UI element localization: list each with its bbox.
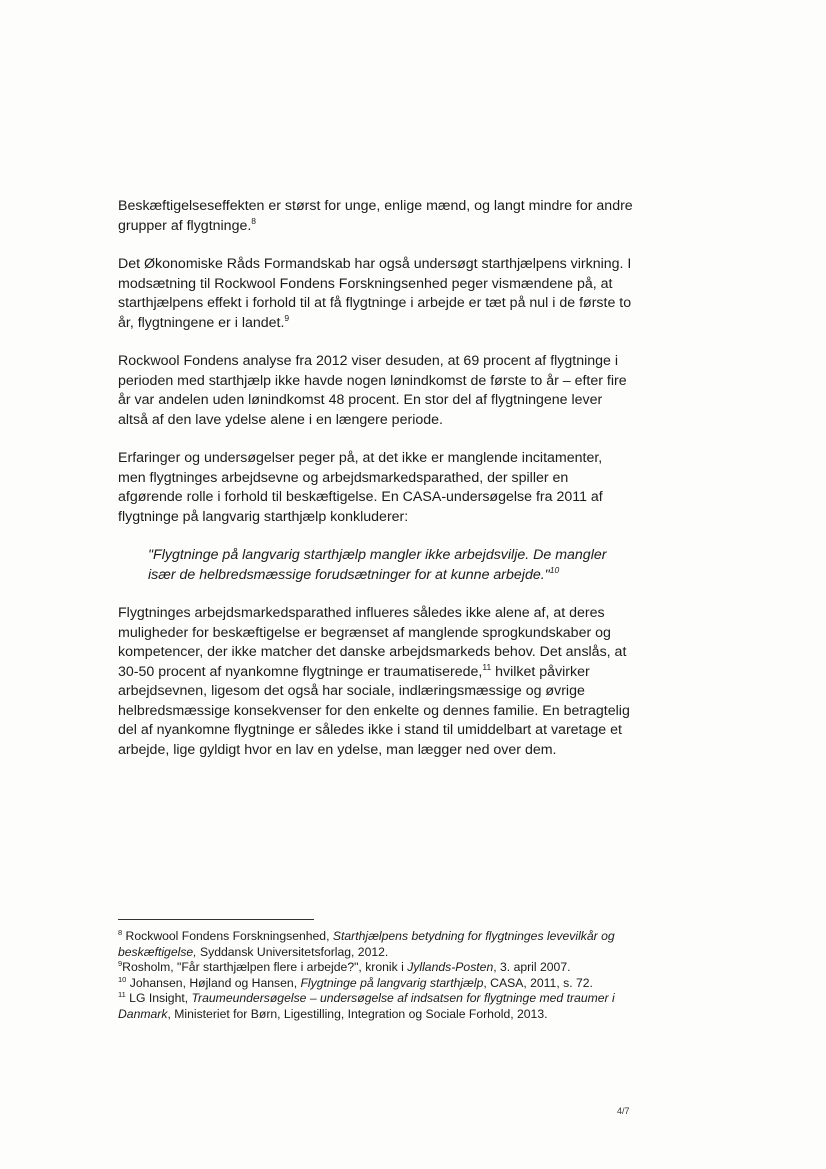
- footnote-ref-8: 8: [251, 215, 257, 226]
- footnotes: [118, 929, 630, 1023]
- footnote-9: $^9$Rosholm, "Får starthjælpen flere i arbejde?", kronik i Jyllands-Posten, 3. april 2007.: [118, 959, 571, 975]
- paragraph-experience: Erfaringer og undersøgelser peger på, at det ikke er manglende incitamenter, men flygtninges arbejdsevne og arbejdsmarkedsparathed, der spiller en afgørende rolle i forhold til beskæftigelse. En CASA-undersøgelse fra 2011 af flygtninge på langvarig starthjælp konkluderer:: [118, 450, 603, 525]
- footnote-ref-10: 10: [549, 564, 560, 575]
- footnote-8: $^8$ Rockwool Fondens Forskningsenhed, Starthjælpens betydning for flygtninges levevilkår og beskæftigelse, Syddansk Universitetsforlag, 2012.: [118, 928, 615, 959]
- footnote-ref-9: 9: [284, 312, 290, 323]
- paragraph-readiness: Flygtninges arbejdsmarkedsparathed influeres således ikke alene af, at deres muligheder for beskæftigelse er begrænset af manglende sprogkundskaber og kompetencer, der ikke matcher det danske arbejdsmarkeds behov. Det anslås, at 30-50 procent af nyankomne flygtninge er traumatiserede,$^{11}$ hvilket påvirker arbejdsevnen, ligesom det også har sociale, indlæringsmæssige og øvrige helbredsmæssige konsekvenser for den enkelte og dennes familie. En betragtelig del af nyankomne flygtninge er således ikke i stand til umiddelbart at varetage et arbejde, lige gyldigt hvor en lav en ydelse, man lægger ned over dem.: [118, 605, 630, 758]
- footnote-separator: [118, 919, 314, 920]
- paragraph-effect: Beskæftigelseseffekten er størst for unge, enlige mænd, og langt mindre for andre grupper af flygtninge.$^8$: [118, 198, 633, 234]
- paragraph-council: Det Økonomiske Råds Formandskab har også undersøgt starthjælpens virkning. I modsætning til Rockwool Fondens Forskningsenhed peger vismændene på, at starthjælpens effekt i forhold til at få flygtninge i arbejde er tæt på nul i de første to år, flygtningene er i landet.$^9$: [118, 256, 632, 331]
- paragraph-analysis: Rockwool Fondens analyse fra 2012 viser desuden, at 69 procent af flygtninge i perioden med starthjælp ikke havde nogen lønindkomst de første to år – efter fire år var andelen uden lønindkomst 48 procent. En stor del af flygtningene lever altså af den lave ydelse alene i en længere periode.: [118, 353, 627, 428]
- quote: "Flygtninge på langvarig starthjælp mangler ikke arbejdsvilje. De mangler især de helbredsmæssige forudsætninger for at kunne arbejde."$^{10}$: [148, 547, 607, 583]
- page-number: 4/7: [617, 1106, 630, 1116]
- body-text: [118, 197, 633, 779]
- footnote-10: $^{10}$ Johansen, Højland og Hansen, Flygtninge på langvarig starthjælp, CASA, 2011, s. 72.: [118, 974, 593, 990]
- footnote-ref-11: 11: [482, 661, 492, 672]
- footnote-11: $^{11}$ LG Insight, Traumeundersøgelse – undersøgelse af indsatsen for flygtninge med traumer i Danmark, Ministeriet for Børn, Ligestilling, Integration og Sociale Forhold, 2013.: [118, 990, 615, 1021]
